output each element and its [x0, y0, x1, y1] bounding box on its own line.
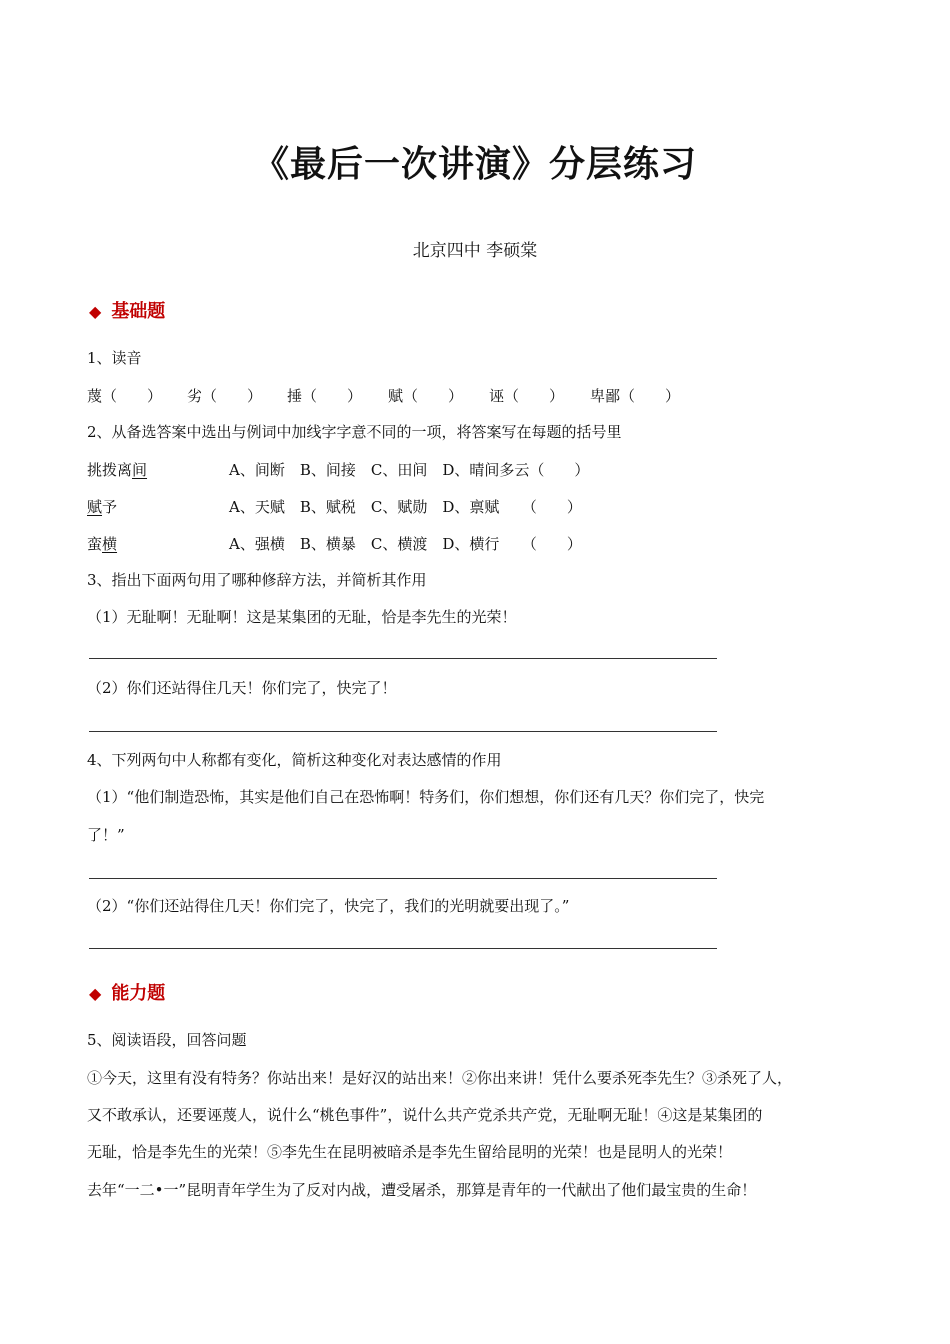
- diamond-icon: ◆: [89, 302, 102, 321]
- section-label: 能力题: [111, 983, 166, 1004]
- q5-passage-line: 又不敢承认，还要诬蔑人，说什么“桃色事件”，说什么共产党杀共产党，无耻啊无耻！④这是某集团的: [87, 1106, 763, 1124]
- q1-item: 捶（ ）: [287, 387, 363, 405]
- page-title: 《最后一次讲演》分层练习: [252, 143, 697, 185]
- q2-options: A、强横 B、横暴 C、横渡 D、横行 （ ）: [229, 535, 582, 553]
- q2-options: A、天赋 B、赋税 C、赋勋 D、禀赋 （ ）: [229, 498, 582, 516]
- q1-items: [87, 385, 727, 405]
- q5-stem: 5、阅读语段，回答问题: [87, 1031, 247, 1049]
- q2-row: [87, 533, 737, 553]
- q4-stem: 4、下列两句中人称都有变化，简析这种变化对表达感情的作用: [87, 751, 502, 769]
- q5-passage-line: 无耻，恰是李先生的光荣！⑤李先生在昆明被暗杀是李先生留给昆明的光荣！也是昆明人的光荣！: [87, 1143, 733, 1161]
- q2-stem: 2、从备选答案中选出与例词中加线字字意不同的一项，将答案写在每题的括号里: [87, 423, 622, 441]
- q4-sentence-1-cont: 了！”: [87, 826, 125, 844]
- q1-item: 劣（ ）: [187, 387, 263, 405]
- answer-line: [89, 878, 717, 879]
- q1-item: 蔑（ ）: [87, 387, 163, 405]
- q3-sentence-1: （1）无耻啊！无耻啊！这是某集团的无耻，恰是李先生的光荣！: [87, 608, 517, 626]
- q2-example-word: 挑拨离间: [87, 461, 148, 479]
- diamond-icon: ◆: [89, 984, 102, 1003]
- q4-sentence-2: （2）“你们还站得住几天！你们完了，快完了，我们的光明就要出现了。”: [87, 897, 570, 915]
- answer-line: [89, 731, 717, 732]
- q1-item: 赋（ ）: [388, 387, 464, 405]
- q1-stem: 1、读音: [87, 349, 142, 367]
- q5-passage-line: ①今天，这里有没有特务？你站出来！是好汉的站出来！②你出来讲！凭什么要杀死李先生？③杀死了人，: [87, 1069, 793, 1087]
- q2-options: A、间断 B、间接 C、田间 D、晴间多云（ ）: [229, 461, 590, 479]
- q3-stem: 3、指出下面两句用了哪种修辞方法，并简析其作用: [87, 571, 427, 589]
- section-heading-ability: [89, 979, 165, 1005]
- answer-line: [89, 658, 717, 659]
- section-heading-basic: [89, 297, 165, 323]
- q1-item: 诬（ ）: [489, 387, 565, 405]
- q5-passage-line: 去年“一二•一”昆明青年学生为了反对内战，遭受屠杀，那算是青年的一代献出了他们最宝贵的生命！: [87, 1181, 757, 1199]
- q4-sentence-1: （1）“他们制造恐怖，其实是他们自己在恐怖啊！特务们，你们想想，你们还有几天？你们完了，快完: [87, 788, 765, 806]
- q3-sentence-2: （2）你们还站得住几天！你们完了，快完了！: [87, 679, 397, 697]
- q1-item: 卑鄙（ ）: [590, 387, 681, 405]
- section-label: 基础题: [111, 301, 166, 322]
- answer-line: [89, 948, 717, 949]
- q2-row: [87, 459, 737, 479]
- q2-example-word: 蛮横: [87, 535, 118, 553]
- q2-row: [87, 496, 737, 516]
- author-line: 北京四中 李硕棠: [412, 241, 538, 261]
- q2-example-word: 赋予: [87, 498, 118, 516]
